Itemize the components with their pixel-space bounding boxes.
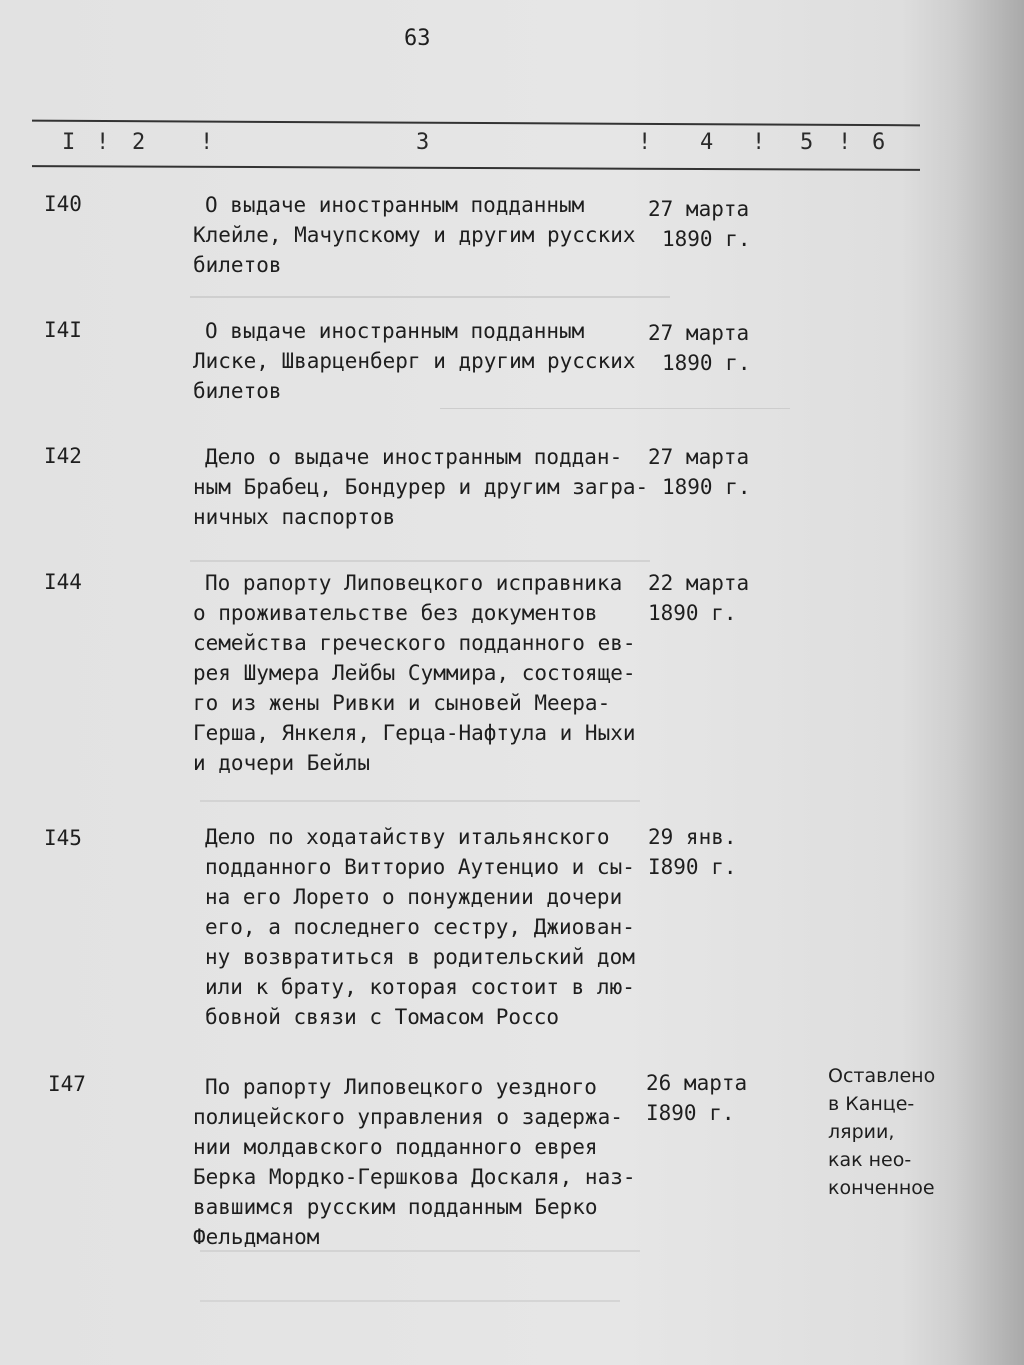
- note-line: Оставлено: [828, 1065, 936, 1087]
- column-header-5: 5: [800, 130, 814, 155]
- description-line: Дело по ходатайству итальянского: [205, 825, 610, 849]
- date-day-month: 27 марта: [648, 197, 750, 221]
- description-line: нии молдавского подданного еврея: [193, 1135, 598, 1159]
- description-line: или к брату, которая состоит в лю-: [205, 975, 635, 999]
- date-year: I890 г.: [648, 855, 737, 879]
- entry-date: [648, 194, 751, 254]
- description-line: Лиске, Шварценберг и другим русских: [193, 349, 636, 373]
- header-rule-bottom: [32, 165, 920, 171]
- description-line: Фельдманом: [193, 1225, 320, 1249]
- entry-description: [193, 568, 675, 778]
- date-year: 1890 г.: [662, 351, 751, 375]
- date-year: 1890 г.: [662, 227, 751, 251]
- entry-number: I47: [48, 1072, 86, 1096]
- description-line: ничных паспортов: [193, 505, 396, 529]
- date-year: 1890 г.: [662, 475, 751, 499]
- entry-date: [646, 1068, 747, 1128]
- description-line: о проживательстве без документов: [193, 601, 598, 625]
- description-line: бовной связи с Томасом Россо: [205, 1005, 560, 1029]
- entry-description: [205, 822, 675, 1032]
- description-line: и дочери Бейлы: [193, 751, 371, 775]
- entry-description: [193, 442, 675, 532]
- note-line: конченное: [828, 1177, 935, 1199]
- column-separator: !: [838, 130, 852, 155]
- date-day-month: 27 марта: [648, 445, 750, 469]
- column-separator: !: [200, 130, 214, 155]
- column-separator: !: [638, 130, 652, 155]
- entry-number: I45: [44, 826, 82, 850]
- description-line: По рапорту Липовецкого исправника: [205, 571, 623, 595]
- page-edge-shadow: [954, 0, 1024, 1365]
- entry-number: I40: [44, 192, 82, 216]
- column-separator: !: [96, 130, 110, 155]
- description-line: О выдаче иностранным подданным: [205, 319, 585, 343]
- description-line: Герша, Янкеля, Герца-Нафтула и Ныхи: [193, 721, 636, 745]
- column-separator: !: [752, 130, 766, 155]
- date-year: 1890 г.: [648, 601, 737, 625]
- description-line: Клейле, Мачупскому и другим русских: [193, 223, 636, 247]
- entry-number: I42: [44, 444, 82, 468]
- date-day-month: 26 марта: [646, 1071, 748, 1095]
- entry-description: [193, 316, 675, 406]
- description-line: ну возвратиться в родительский дом: [205, 945, 635, 969]
- description-line: на его Лорето о понуждении дочери: [205, 885, 623, 909]
- entry-description: [193, 190, 675, 280]
- entry-number: I44: [44, 570, 82, 594]
- description-line: вавшимся русским подданным Берко: [193, 1195, 598, 1219]
- note-line: как нео-: [828, 1149, 912, 1171]
- column-header-4: 4: [700, 130, 714, 155]
- description-line: По рапорту Липовецкого уездного: [205, 1075, 597, 1099]
- description-line: его, а последнего сестру, Джиован-: [205, 915, 635, 939]
- entry-date: [648, 442, 751, 502]
- column-header-2: 2: [132, 130, 146, 155]
- note-line: лярии,: [828, 1121, 895, 1143]
- entry-date: [648, 568, 749, 628]
- description-line: О выдаче иностранным подданным: [205, 193, 585, 217]
- description-line: билетов: [193, 253, 282, 277]
- header-rule-top: [32, 120, 920, 127]
- note-line: в Канце-: [828, 1093, 915, 1115]
- description-line: полицейского управления о задержа-: [193, 1105, 623, 1129]
- description-line: Берка Мордко-Гершкова Доскаля, наз-: [193, 1165, 636, 1189]
- description-line: семейства греческого подданного ев-: [193, 631, 636, 655]
- description-line: билетов: [193, 379, 282, 403]
- date-day-month: 29 янв.: [648, 825, 737, 849]
- entry-date: [648, 318, 751, 378]
- entry-description: [193, 1072, 675, 1252]
- column-header-3: 3: [416, 130, 430, 155]
- description-line: подданного Витторио Аутенцио и сы-: [205, 855, 635, 879]
- description-line: ным Брабец, Бондурер и другим загра-: [193, 475, 649, 499]
- entry-note: [828, 1062, 935, 1202]
- date-day-month: 22 марта: [648, 571, 750, 595]
- column-header-1: I: [62, 130, 76, 155]
- entry-number: I4I: [44, 318, 82, 342]
- description-line: Дело о выдаче иностранным поддан-: [205, 445, 623, 469]
- date-year: I890 г.: [646, 1101, 735, 1125]
- date-day-month: 27 марта: [648, 321, 750, 345]
- entry-date: [648, 822, 737, 882]
- column-header-6: 6: [872, 130, 886, 155]
- description-line: го из жены Ривки и сыновей Меера-: [193, 691, 611, 715]
- description-line: рея Шумера Лейбы Суммира, состояще-: [193, 661, 636, 685]
- page-number: 63: [404, 26, 431, 51]
